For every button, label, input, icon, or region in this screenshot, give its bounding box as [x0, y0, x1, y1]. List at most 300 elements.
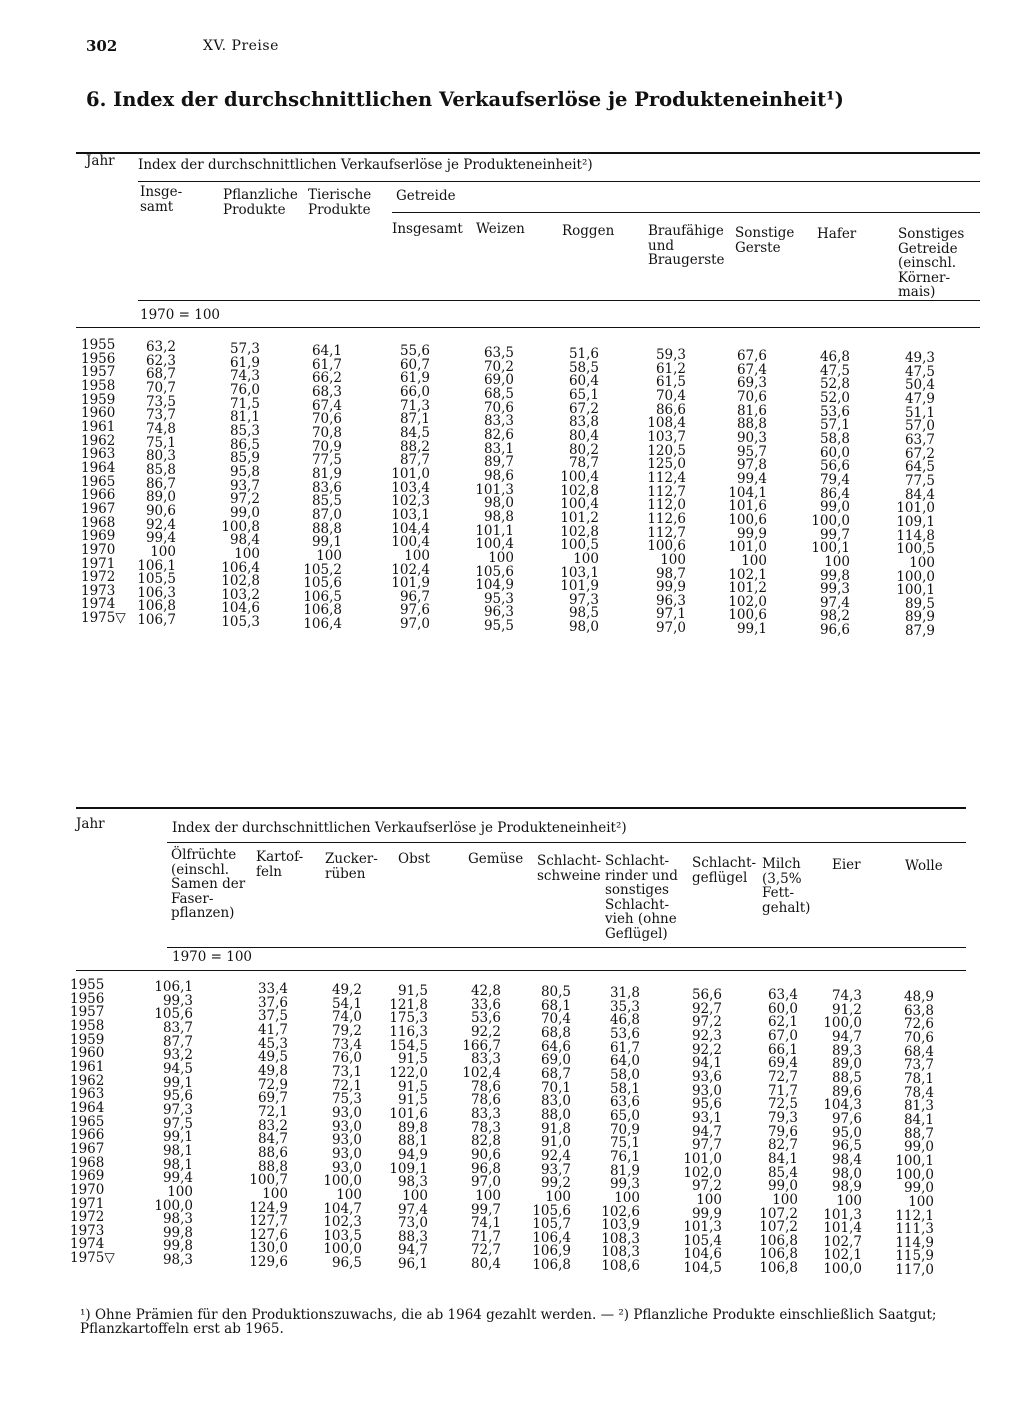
table-cell: 98,1 — [162, 1156, 193, 1173]
value-column — [683, 989, 722, 1276]
table-2-year-header: Jahr — [76, 816, 105, 832]
year-cell: 1971 — [81, 555, 116, 572]
year-cell: 1973 — [70, 1222, 105, 1239]
table-cell: 58,5 — [568, 359, 599, 376]
table-cell: 105,6 — [154, 1006, 193, 1023]
table-cell: 96,5 — [831, 1138, 862, 1155]
table-cell: 90,3 — [736, 429, 767, 446]
year-cell: 1966 — [70, 1127, 105, 1144]
table-cell: 101,4 — [823, 1220, 862, 1237]
table-cell: 103,2 — [221, 586, 260, 603]
table1-column-header — [648, 224, 725, 268]
table-cell: 106,4 — [303, 616, 342, 633]
table-cell: 78,3 — [470, 1119, 501, 1136]
column-header-line: Insgesamt — [392, 221, 463, 237]
table-cell: 95,7 — [736, 443, 767, 460]
table-cell: 97,0 — [470, 1174, 501, 1191]
table-cell: 96,3 — [655, 592, 686, 609]
table-cell: 101,0 — [896, 500, 935, 517]
table-cell: 88,2 — [399, 438, 430, 455]
table-cell: 69,3 — [736, 375, 767, 392]
year-cell: 1956 — [70, 990, 105, 1007]
table-cell: 101,1 — [475, 522, 514, 539]
value-column — [303, 345, 342, 632]
table1-column-header — [223, 188, 298, 217]
table-cell: 99,0 — [229, 504, 260, 521]
table-cell: 96,8 — [470, 1160, 501, 1177]
table-cell: 56,6 — [819, 458, 850, 475]
table-cell: 112,0 — [647, 497, 686, 514]
table-cell: 63,4 — [767, 987, 798, 1003]
value-column — [560, 348, 599, 635]
table-cell: 101,6 — [389, 1105, 428, 1122]
table-cell: 78,1 — [903, 1070, 934, 1087]
table-cell: 87,0 — [311, 506, 342, 523]
table-cell: 53,6 — [819, 403, 850, 420]
table-cell: 100 — [696, 1191, 722, 1208]
table-cell: 47,9 — [904, 390, 935, 407]
table-cell: 95,0 — [831, 1124, 862, 1141]
table-cell: 100,0 — [811, 512, 850, 529]
table-cell: 100,1 — [895, 1152, 934, 1169]
table-cell: 31,8 — [609, 985, 640, 1001]
table-cell: 53,6 — [609, 1025, 640, 1042]
table-cell: 47,5 — [819, 362, 850, 379]
table-cell: 81,1 — [229, 409, 260, 426]
table-cell: 98,3 — [162, 1211, 193, 1228]
table-cell: 106,1 — [154, 979, 193, 995]
year-cell: 1973 — [81, 582, 116, 599]
table-cell: 111,3 — [895, 1221, 934, 1238]
column-header-line: Eier — [832, 857, 861, 873]
table-cell: 80,3 — [145, 448, 176, 465]
table-cell: 121,8 — [389, 996, 428, 1013]
table-cell: 84,4 — [904, 486, 935, 503]
table-cell: 75,1 — [609, 1135, 640, 1152]
table-cell: 81,9 — [609, 1162, 640, 1179]
footnotes — [80, 1308, 980, 1336]
table-cell: 89,8 — [397, 1119, 428, 1136]
year-cell: 1966 — [81, 487, 116, 504]
table-cell: 94,5 — [162, 1060, 193, 1077]
table-cell: 100 — [545, 1188, 571, 1205]
table-cell: 100 — [660, 551, 686, 568]
table-cell: 80,4 — [470, 1256, 501, 1273]
table-cell: 106,8 — [532, 1257, 571, 1274]
table-cell: 98,7 — [655, 565, 686, 582]
table-2-base: 1970 = 100 — [172, 949, 253, 965]
table-cell: 92,3 — [691, 1027, 722, 1044]
table-cell: 93,6 — [691, 1068, 722, 1085]
value-column — [389, 985, 428, 1272]
table-cell: 98,2 — [819, 608, 850, 625]
table-cell: 95,6 — [691, 1096, 722, 1113]
year-column — [70, 979, 115, 1266]
table-cell: 88,0 — [540, 1106, 571, 1123]
table-cell: 100 — [909, 554, 935, 571]
table2-column-header — [256, 850, 303, 879]
table-cell: 99,4 — [145, 530, 176, 547]
table-cell: 166,7 — [462, 1037, 501, 1054]
table-cell: 98,4 — [831, 1151, 862, 1168]
table-cell: 114,8 — [896, 527, 935, 544]
table-cell: 101,9 — [391, 575, 430, 592]
year-cell: 1958 — [70, 1017, 105, 1034]
table-cell: 100,6 — [647, 538, 686, 555]
table-cell: 99,0 — [819, 499, 850, 516]
table-cell: 100 — [234, 545, 260, 562]
table-cell: 107,2 — [759, 1205, 798, 1222]
table-cell: 45,3 — [257, 1035, 288, 1052]
table-cell: 100,0 — [323, 1241, 362, 1258]
table1-column-header — [392, 222, 463, 237]
year-cell: 1969 — [70, 1168, 105, 1185]
year-cell: 1969 — [81, 528, 116, 545]
table-cell: 86,6 — [655, 401, 686, 418]
table-cell: 104,7 — [323, 1200, 362, 1217]
table-cell: 94,7 — [831, 1028, 862, 1045]
table-cell: 69,0 — [540, 1052, 571, 1069]
table-cell: 95,6 — [162, 1088, 193, 1105]
year-cell: 1961 — [70, 1058, 105, 1075]
table-cell: 101,3 — [823, 1206, 862, 1223]
year-cell: 1955 — [81, 337, 116, 353]
table-cell: 70,8 — [311, 424, 342, 441]
table-cell: 92,4 — [540, 1147, 571, 1164]
table-cell: 100,0 — [823, 1261, 862, 1278]
table-cell: 33,4 — [257, 981, 288, 997]
table-cell: 101,9 — [560, 578, 599, 595]
table-cell: 108,6 — [601, 1258, 640, 1275]
table-cell: 101,2 — [560, 509, 599, 526]
table-cell: 89,0 — [145, 489, 176, 506]
table-cell: 87,9 — [904, 623, 935, 640]
table-cell: 100,7 — [249, 1172, 288, 1189]
table-cell: 69,7 — [257, 1090, 288, 1107]
table-cell: 115,9 — [895, 1248, 934, 1265]
table-cell: 94,1 — [691, 1055, 722, 1072]
table-cell: 37,5 — [257, 1008, 288, 1025]
table-cell: 99,8 — [819, 567, 850, 584]
table-cell: 106,4 — [532, 1229, 571, 1246]
column-header-line: Obst — [398, 851, 431, 867]
table-cell: 89,3 — [831, 1042, 862, 1059]
table-cell: 97,0 — [399, 616, 430, 633]
table-cell: 101,0 — [728, 539, 767, 556]
table1-column-header — [308, 188, 371, 217]
table-cell: 97,5 — [162, 1115, 193, 1132]
table-cell: 94,7 — [691, 1123, 722, 1140]
table2-column-header — [398, 852, 430, 867]
table-cell: 93,0 — [691, 1082, 722, 1099]
value-column — [895, 991, 934, 1278]
table-cell: 55,6 — [399, 343, 430, 359]
table-cell: 66,0 — [399, 383, 430, 400]
table-cell: 72,9 — [257, 1076, 288, 1093]
table-cell: 70,1 — [540, 1079, 571, 1096]
value-column — [249, 983, 288, 1270]
table-cell: 100 — [908, 1193, 934, 1210]
table2-column-header — [537, 854, 601, 883]
column-header-line: rinder und — [605, 867, 678, 884]
table-1-getreide-header: Getreide — [396, 188, 456, 204]
table-cell: 106,9 — [532, 1243, 571, 1260]
table-cell: 96,6 — [819, 622, 850, 639]
column-header-line: Wolle — [905, 858, 943, 874]
table-cell: 70,7 — [145, 379, 176, 396]
table-cell: 89,5 — [904, 595, 935, 612]
table-cell: 100 — [402, 1187, 428, 1204]
table-cell: 99,1 — [736, 621, 767, 638]
value-column — [811, 351, 850, 638]
value-column — [154, 981, 193, 1268]
year-cell: 1963 — [81, 446, 116, 463]
table-cell: 100,6 — [728, 607, 767, 624]
table-2-group-header: Index der durchschnittlichen Verkaufserlöse je Produkteneinheit²) — [172, 820, 627, 836]
table-cell: 87,1 — [399, 411, 430, 428]
year-cell: 1965 — [70, 1113, 105, 1130]
table-cell: 52,8 — [819, 376, 850, 393]
table-cell: 91,8 — [540, 1120, 571, 1137]
table-cell: 90,6 — [145, 502, 176, 519]
table-cell: 74,8 — [145, 420, 176, 437]
column-header-line: samt — [140, 198, 174, 215]
column-header-line: Weizen — [476, 221, 525, 237]
table-cell: 52,0 — [819, 389, 850, 406]
table-cell: 80,4 — [568, 427, 599, 444]
table-2-top-rule — [76, 807, 966, 809]
column-header-line: (einschl. — [171, 861, 230, 878]
table-cell: 93,2 — [162, 1047, 193, 1064]
table-cell: 66,2 — [311, 370, 342, 387]
year-cell: 1958 — [81, 377, 116, 394]
table-cell: 83,3 — [483, 413, 514, 430]
table-cell: 62,1 — [767, 1014, 798, 1031]
table-cell: 49,3 — [904, 350, 935, 366]
table2-column-header — [905, 859, 943, 874]
table-cell: 88,1 — [397, 1133, 428, 1150]
running-header: XV. Preise — [203, 38, 279, 54]
table-cell: 76,0 — [229, 381, 260, 398]
table1-column-header — [140, 185, 182, 214]
table-cell: 97,3 — [162, 1101, 193, 1118]
year-cell: 1968 — [70, 1154, 105, 1171]
table-cell: 97,0 — [655, 620, 686, 637]
table-cell: 104,1 — [728, 484, 767, 501]
table-cell: 100 — [836, 1192, 862, 1209]
table-cell: 95,8 — [229, 463, 260, 480]
table-cell: 106,8 — [759, 1232, 798, 1249]
year-cell: 1974 — [81, 596, 116, 613]
table2-column-header — [605, 854, 678, 941]
table-cell: 84,1 — [903, 1111, 934, 1128]
table-cell: 102,7 — [823, 1233, 862, 1250]
table-cell: 65,0 — [609, 1107, 640, 1124]
table-cell: 97,2 — [691, 1014, 722, 1031]
table-cell: 93,0 — [331, 1118, 362, 1135]
table-cell: 102,3 — [323, 1214, 362, 1231]
table-cell: 70,9 — [609, 1121, 640, 1138]
year-cell: 1964 — [70, 1099, 105, 1116]
table-cell: 71,5 — [229, 395, 260, 412]
table-cell: 106,1 — [137, 557, 176, 574]
table-cell: 98,9 — [831, 1179, 862, 1196]
table-cell: 61,2 — [655, 360, 686, 377]
table-cell: 103,9 — [601, 1217, 640, 1234]
table-cell: 76,1 — [609, 1148, 640, 1165]
table-cell: 106,8 — [759, 1246, 798, 1263]
table-cell: 104,4 — [391, 520, 430, 537]
table2-column-header — [692, 856, 756, 885]
table-cell: 95,3 — [483, 590, 514, 607]
table-cell: 81,6 — [736, 402, 767, 419]
column-header-line: Milch — [762, 856, 801, 872]
table-cell: 100 — [150, 543, 176, 560]
table-cell: 99,9 — [736, 525, 767, 542]
table-cell: 100,4 — [475, 536, 514, 553]
table2-column-header — [171, 848, 245, 921]
table-cell: 33,6 — [470, 996, 501, 1013]
table-cell: 105,5 — [137, 571, 176, 588]
table-cell: 72,5 — [767, 1096, 798, 1113]
table-cell: 61,9 — [229, 354, 260, 371]
table-cell: 98,0 — [831, 1165, 862, 1182]
table-cell: 69,0 — [483, 372, 514, 389]
table-cell: 154,5 — [389, 1037, 428, 1054]
table-cell: 100,4 — [391, 534, 430, 551]
table-cell: 70,4 — [540, 1011, 571, 1028]
table-cell: 101,0 — [391, 465, 430, 482]
table-cell: 104,6 — [683, 1246, 722, 1263]
table-cell: 68,5 — [483, 385, 514, 402]
table-cell: 97,1 — [655, 606, 686, 623]
table-cell: 86,7 — [145, 475, 176, 492]
table-cell: 86,5 — [229, 436, 260, 453]
table-cell: 93,0 — [331, 1104, 362, 1121]
table-cell: 100 — [475, 1187, 501, 1204]
column-header-line: gehalt) — [762, 899, 811, 916]
table-cell: 102,0 — [683, 1164, 722, 1181]
value-column — [532, 986, 571, 1273]
table-cell: 84,7 — [257, 1131, 288, 1148]
year-column — [81, 339, 126, 626]
table-cell: 84,5 — [399, 424, 430, 441]
column-header-line: mais) — [898, 284, 936, 300]
column-header-line: Faser- — [171, 890, 214, 907]
value-column — [759, 989, 798, 1276]
table-cell: 102,1 — [728, 566, 767, 583]
table-cell: 175,3 — [389, 1010, 428, 1027]
table-cell: 102,8 — [560, 523, 599, 540]
column-header-line: Roggen — [562, 223, 615, 239]
table-cell: 53,6 — [470, 1010, 501, 1027]
table-cell: 129,6 — [249, 1254, 288, 1271]
table-cell: 103,1 — [560, 564, 599, 581]
year-cell: 1965 — [81, 473, 116, 490]
table-cell: 85,4 — [767, 1164, 798, 1181]
table-cell: 79,2 — [331, 1022, 362, 1039]
table-cell: 92,4 — [145, 516, 176, 533]
table-cell: 83,0 — [540, 1093, 571, 1110]
year-cell: 1967 — [70, 1140, 105, 1157]
table-cell: 63,5 — [483, 345, 514, 361]
table-cell: 56,6 — [691, 987, 722, 1003]
table-cell: 100 — [772, 1191, 798, 1208]
table-cell: 68,7 — [540, 1065, 571, 1082]
table-cell: 80,2 — [568, 441, 599, 458]
table-cell: 61,5 — [655, 374, 686, 391]
table-cell: 100 — [262, 1185, 288, 1202]
table-cell: 96,1 — [397, 1256, 428, 1273]
table-cell: 63,2 — [145, 339, 176, 355]
table-cell: 42,8 — [470, 983, 501, 999]
table-cell: 68,3 — [311, 383, 342, 400]
column-header-line: geflügel — [692, 869, 748, 886]
table-cell: 99,8 — [162, 1238, 193, 1255]
table-cell: 100 — [488, 549, 514, 566]
table-cell: 59,3 — [655, 347, 686, 363]
table-cell: 83,2 — [257, 1117, 288, 1134]
year-cell: 1959 — [81, 391, 116, 408]
table-cell: 78,6 — [470, 1078, 501, 1095]
table-cell: 57,0 — [904, 418, 935, 435]
table-1-top-rule — [76, 152, 980, 154]
table-cell: 82,8 — [470, 1133, 501, 1150]
table-cell: 60,0 — [819, 444, 850, 461]
table-cell: 102,4 — [462, 1064, 501, 1081]
table-cell: 106,8 — [759, 1260, 798, 1277]
table-cell: 97,8 — [736, 457, 767, 474]
table-cell: 91,5 — [397, 1078, 428, 1095]
footnote-line: Pflanzkartoffeln erst ab 1965. — [80, 1321, 284, 1337]
table-cell: 116,3 — [389, 1023, 428, 1040]
table-cell: 79,4 — [819, 471, 850, 488]
table-cell: 108,4 — [647, 415, 686, 432]
year-cell: 1956 — [81, 350, 116, 367]
table-cell: 105,6 — [303, 575, 342, 592]
table-cell: 60,7 — [399, 356, 430, 373]
table-cell: 90,6 — [470, 1146, 501, 1163]
table-cell: 98,5 — [568, 605, 599, 622]
column-header-line: rüben — [325, 865, 366, 882]
table-cell: 99,8 — [162, 1224, 193, 1241]
table-cell: 100,5 — [896, 541, 935, 558]
table-cell: 93,0 — [331, 1145, 362, 1162]
table-cell: 65,1 — [568, 386, 599, 403]
table2-column-header — [325, 852, 378, 881]
table-cell: 67,6 — [736, 348, 767, 364]
table-cell: 70,2 — [483, 358, 514, 375]
value-column — [137, 341, 176, 628]
table-cell: 97,4 — [397, 1201, 428, 1218]
table-cell: 105,2 — [303, 561, 342, 578]
table-cell: 64,5 — [904, 459, 935, 476]
table-cell: 93,0 — [331, 1132, 362, 1149]
column-header-line: Pflanzliche — [223, 187, 298, 203]
table-cell: 72,7 — [470, 1242, 501, 1259]
column-header-line: schweine — [537, 867, 601, 884]
table-cell: 99,2 — [540, 1175, 571, 1192]
table-cell: 70,6 — [311, 411, 342, 428]
column-header-line: Schlacht- — [605, 896, 670, 913]
column-header-line: feln — [256, 863, 282, 880]
page-title: 6. Index der durchschnittlichen Verkaufserlöse je Produkteneinheit¹) — [86, 88, 844, 111]
year-cell: 1972 — [81, 569, 116, 586]
column-header-line: Getreide — [898, 240, 958, 257]
table-cell: 98,3 — [397, 1174, 428, 1191]
year-cell: 1959 — [70, 1031, 105, 1048]
table-cell: 105,6 — [532, 1202, 571, 1219]
